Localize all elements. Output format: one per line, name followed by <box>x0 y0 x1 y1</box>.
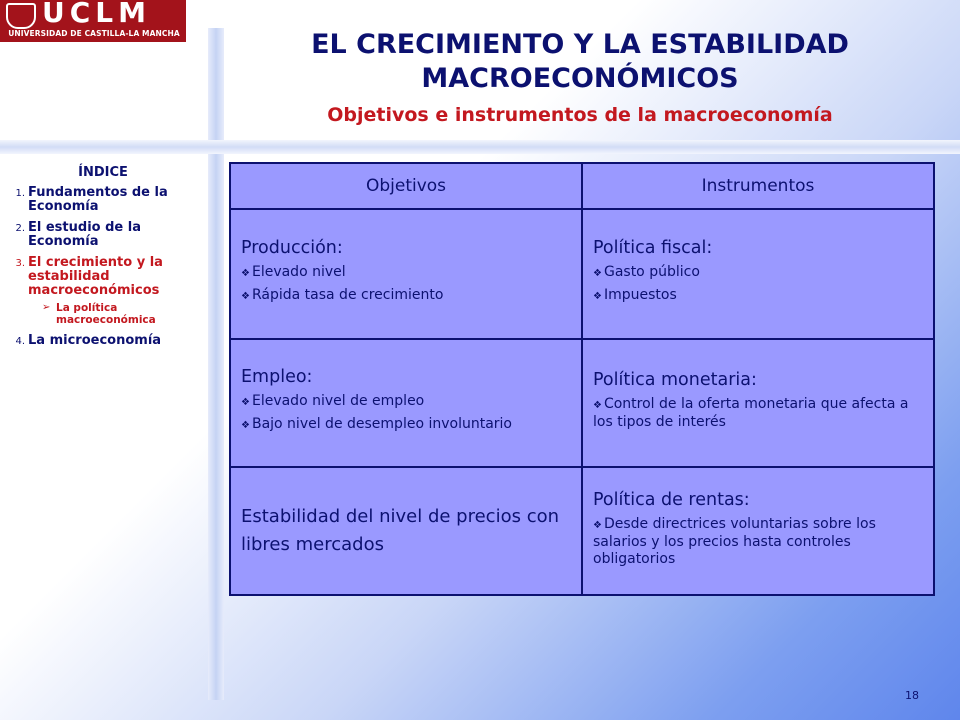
index-item-number: 4. <box>15 336 25 347</box>
column-header-objetivos: Objetivos <box>230 163 582 209</box>
index-heading: ÍNDICE <box>78 165 128 180</box>
index-subitem-label: La política macroeconómica <box>56 302 156 326</box>
column-header-instrumentos: Instrumentos <box>582 163 934 209</box>
instrument-heading: Política fiscal: <box>593 238 713 258</box>
bullet-item <box>593 516 923 568</box>
bullet-item <box>593 396 923 431</box>
instrument-cell <box>582 339 934 467</box>
bullet-item <box>593 287 923 305</box>
index-item-fundamentos[interactable] <box>8 186 198 214</box>
index-item-label: El crecimiento y la estabilidad macroeconómicos <box>28 255 163 298</box>
objective-heading: Empleo: <box>241 367 313 387</box>
index-item-number: 2. <box>15 223 25 234</box>
index-item-number: 1. <box>15 188 25 199</box>
table-row <box>230 339 934 467</box>
table-header-row <box>230 163 934 209</box>
bullet-item <box>241 264 571 282</box>
diamond-bullet-icon: ❖ <box>593 519 602 531</box>
diamond-bullet-icon: ❖ <box>241 420 250 431</box>
table-row <box>230 467 934 595</box>
index-item-label: Fundamentos de la Economía <box>28 185 168 214</box>
bullet-text: Gasto público <box>603 264 700 280</box>
index-item-label: El estudio de la Economía <box>28 220 141 249</box>
logo-subtitle: UNIVERSIDAD DE CASTILLA-LA MANCHA <box>8 29 180 38</box>
bullet-item <box>241 416 571 434</box>
bullet-text: Elevado nivel <box>251 264 346 280</box>
bullet-item <box>593 264 923 282</box>
index-subitem-politica[interactable] <box>42 302 198 326</box>
index-item-label: La microeconomía <box>28 333 162 348</box>
bullet-item <box>241 393 571 411</box>
index-item-estudio[interactable] <box>8 221 198 249</box>
diamond-bullet-icon: ❖ <box>241 291 250 302</box>
page-subtitle: Objetivos e instrumentos de la macroeconomía <box>327 104 833 126</box>
decorative-horizontal-bar <box>0 140 960 154</box>
diamond-bullet-icon: ❖ <box>241 397 250 408</box>
objective-cell <box>230 467 582 595</box>
objective-cell <box>230 209 582 339</box>
objective-cell <box>230 339 582 467</box>
logo-wordmark: UCLM <box>42 0 151 29</box>
decorative-vertical-bar <box>208 28 224 700</box>
page-number: 18 <box>905 689 919 702</box>
index-item-crecimiento[interactable] <box>8 256 198 298</box>
bullet-text: Rápida tasa de crecimiento <box>251 287 444 303</box>
index-sidebar <box>8 165 198 355</box>
bullet-text: Bajo nivel de desempleo involuntario <box>251 416 512 432</box>
page-title: EL CRECIMIENTO Y LA ESTABILIDAD MACROECONÓMICOS <box>311 29 849 94</box>
index-item-microeconomia[interactable] <box>8 334 198 348</box>
bullet-item <box>241 287 571 305</box>
uclm-logo <box>0 0 186 42</box>
instrument-cell <box>582 209 934 339</box>
arrow-bullet-icon: ➢ <box>42 302 51 313</box>
diamond-bullet-icon: ❖ <box>241 268 250 279</box>
instrument-cell <box>582 467 934 595</box>
university-emblem-icon <box>6 3 36 29</box>
bullet-text: Elevado nivel de empleo <box>251 393 425 409</box>
objective-heading: Producción: <box>241 238 343 258</box>
instrument-heading: Política de rentas: <box>593 489 750 510</box>
table-row <box>230 209 934 339</box>
diamond-bullet-icon: ❖ <box>593 291 602 302</box>
instrument-heading: Política monetaria: <box>593 370 757 390</box>
objective-text: Estabilidad del nivel de precios con libres mercados <box>241 506 560 555</box>
bullet-text: Impuestos <box>603 287 677 303</box>
bullet-text: Desde directrices voluntarias sobre los salarios y los precios hasta controles obligatorios <box>593 515 876 567</box>
diamond-bullet-icon: ❖ <box>593 400 602 411</box>
objectives-instruments-table <box>229 162 935 596</box>
bullet-text: Control de la oferta monetaria que afecta a los tipos de interés <box>593 396 909 430</box>
diamond-bullet-icon: ❖ <box>593 268 602 279</box>
index-item-number: 3. <box>15 258 25 269</box>
